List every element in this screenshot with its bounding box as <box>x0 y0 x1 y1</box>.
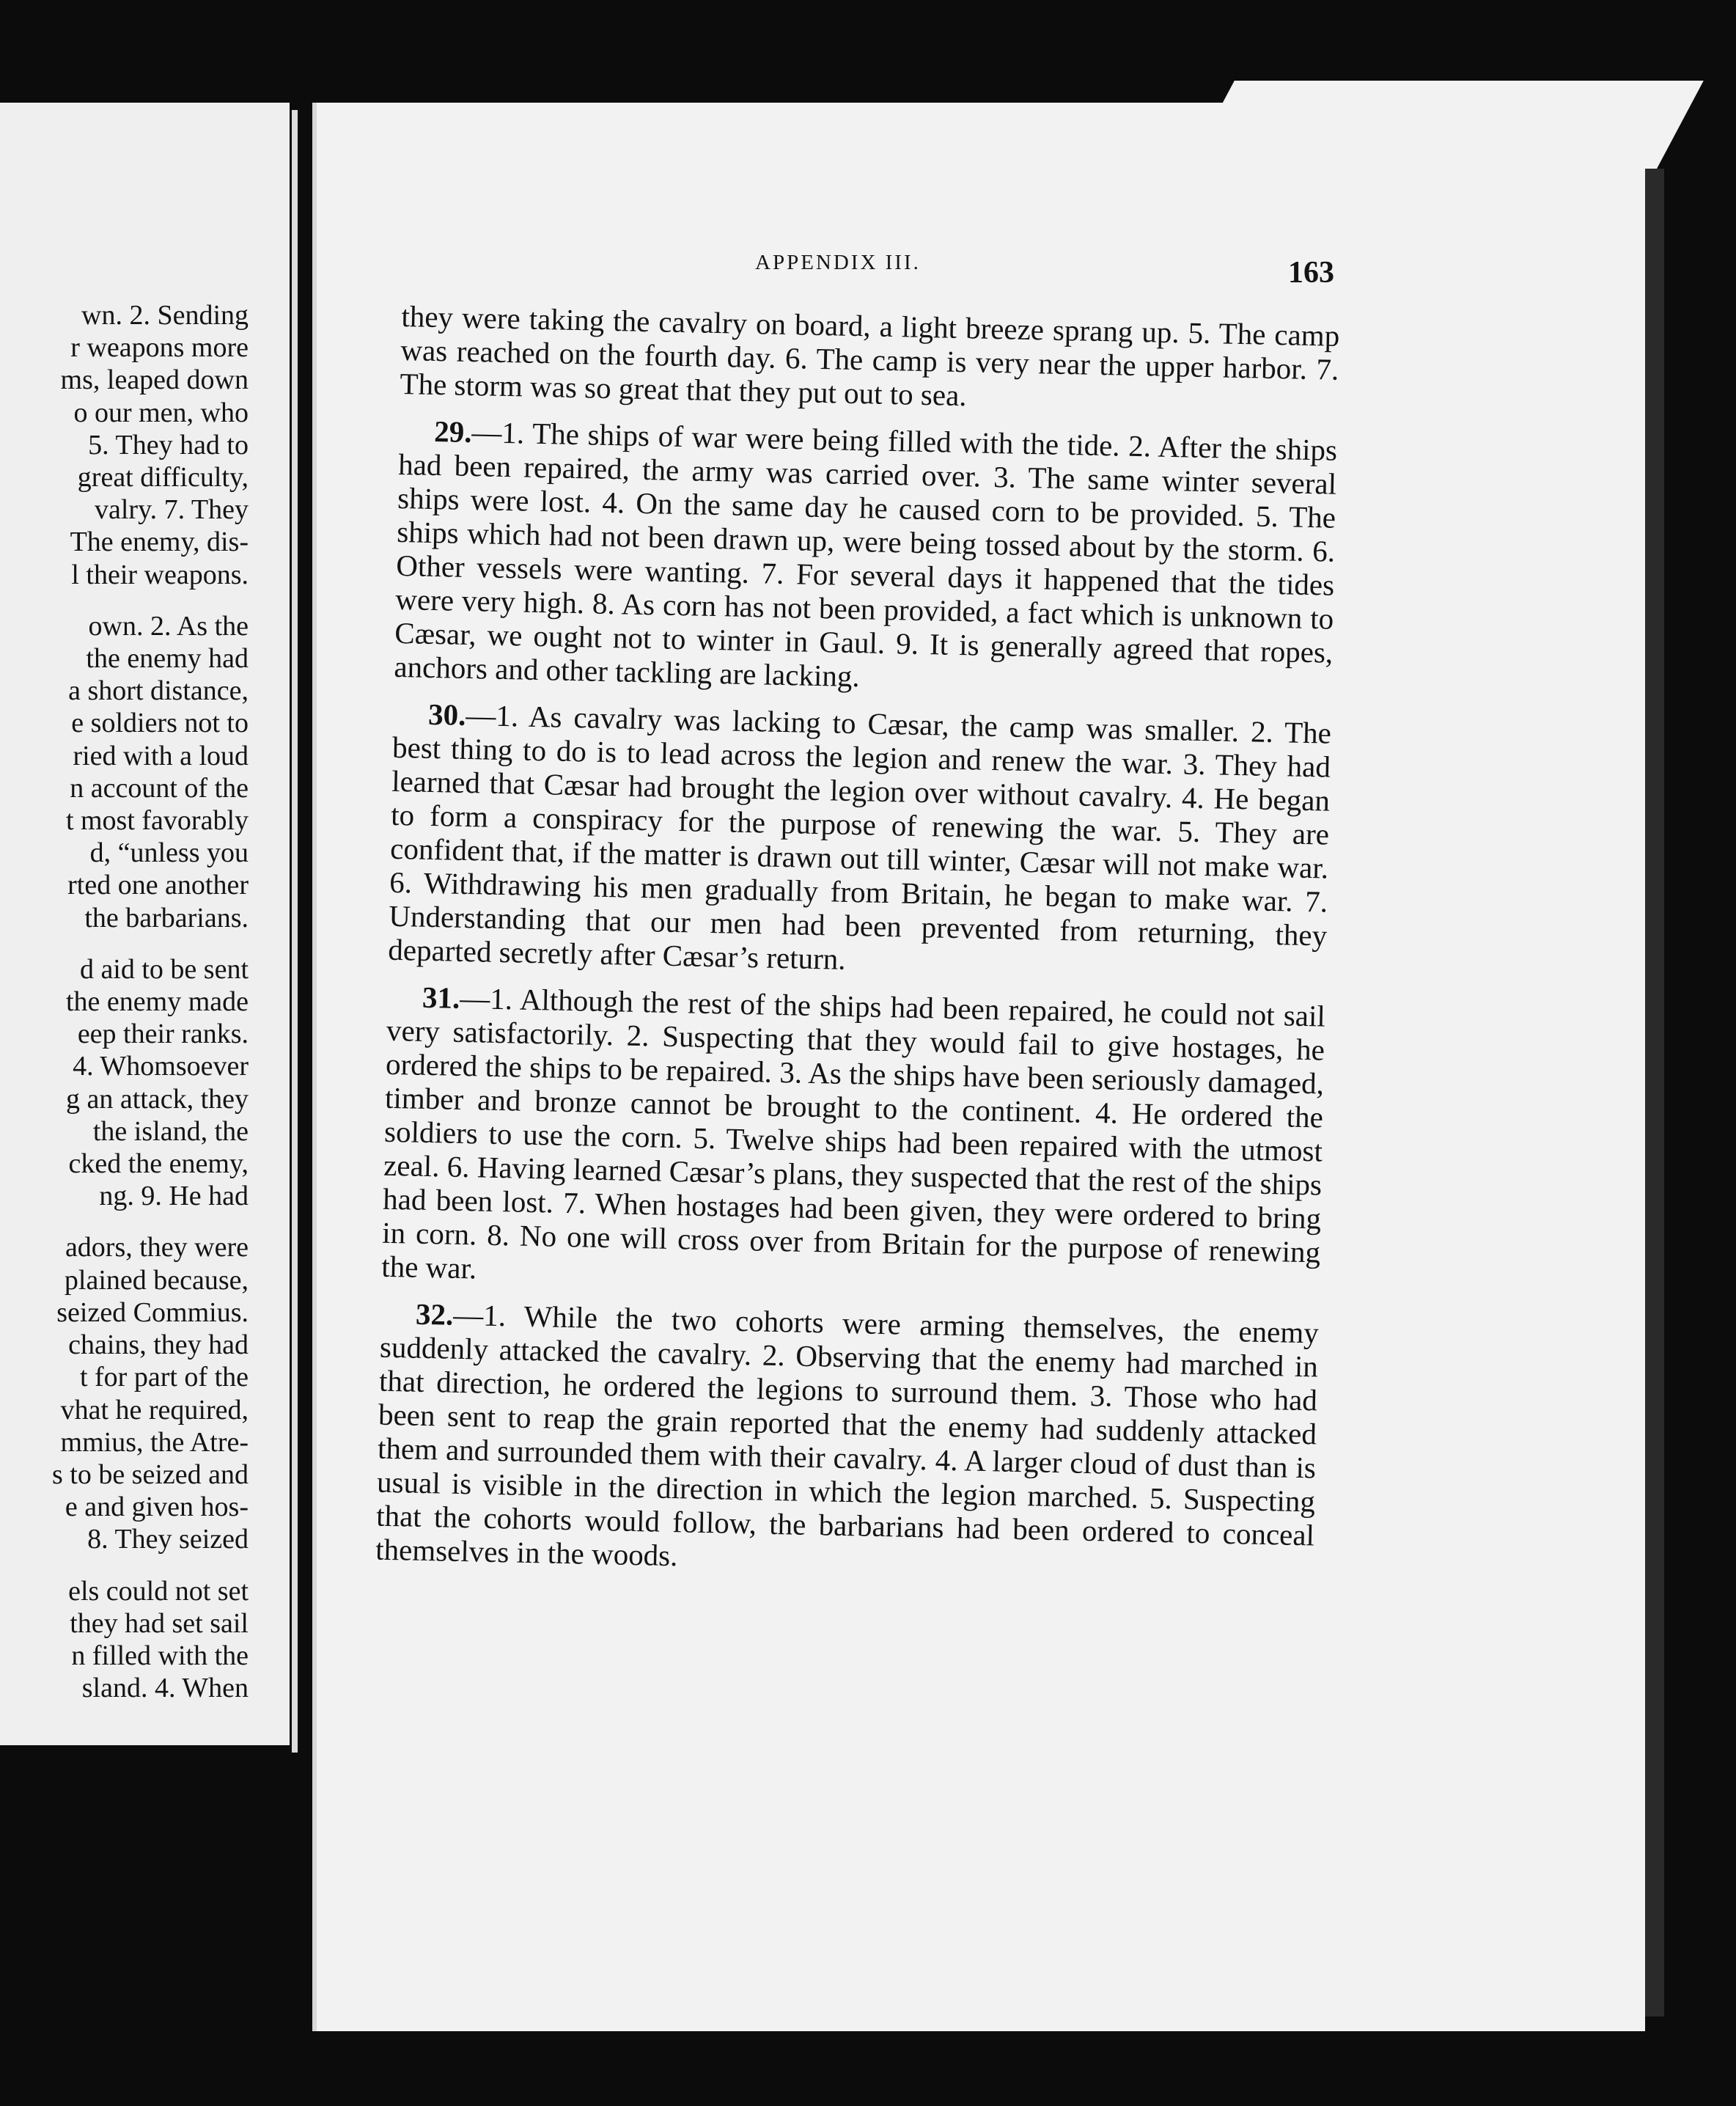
section-paragraph <box>375 1296 1319 1586</box>
left-page-line: els could not set <box>68 1575 249 1607</box>
section-paragraph <box>381 980 1325 1303</box>
left-page-line: valry. 7. They <box>94 494 249 526</box>
left-page-line: adors, they were <box>65 1232 249 1263</box>
left-page-line: 4. Whomsoever <box>73 1051 249 1082</box>
left-page-line: s to be seized and <box>51 1459 249 1490</box>
left-page-line: they had set sail <box>70 1607 249 1639</box>
left-page-line: d, “unless you <box>89 837 249 869</box>
left-page-line: the barbarians. <box>84 902 249 933</box>
section-paragraph <box>388 697 1331 986</box>
left-page-line: d aid to be sent <box>79 953 249 985</box>
section-paragraph <box>394 414 1337 703</box>
left-facing-page <box>0 103 290 1745</box>
left-page-line: plained because, <box>64 1264 249 1296</box>
continued-paragraph <box>400 299 1340 420</box>
section-number: 32. <box>415 1296 454 1332</box>
page-number: 163 <box>1288 256 1334 290</box>
left-page-line: n account of the <box>70 772 249 804</box>
paragraph-text: —1. While the two cohorts were arming themselves, the enemy suddenly attacked the cavalry. 2. Observing that the enemy had marched in that direction, he ordered the legions to surround them. 3. Those who had been sent to reap the grain reported that the enemy had suddenly attacked them and surrounded them with their cavalry. 4. A larger cloud of dust than is usual is visible in the direction in which the legion marched. 5. Suspecting that the cohorts would follow, the barbarians had been ordered to conceal themselves in the woods. <box>375 1297 1320 1573</box>
left-page-line: cked the enemy, <box>68 1148 249 1180</box>
left-page-line: eep their ranks. <box>77 1019 249 1050</box>
page-edge-shadow <box>1645 169 1664 2017</box>
paragraph-gap <box>0 591 249 610</box>
left-page-line: the enemy made <box>65 986 249 1018</box>
left-page-line: rted one another <box>67 870 249 901</box>
left-page-line: t most favorably <box>65 805 249 837</box>
left-page-line: t for part of the <box>79 1362 249 1393</box>
gutter-strip <box>292 110 298 1753</box>
paragraph-gap <box>0 934 249 953</box>
left-page-line: great difficulty, <box>77 462 249 494</box>
paragraph-gap <box>0 1556 249 1575</box>
left-page-line: o our men, who <box>73 397 249 428</box>
left-page-line: sland. 4. When <box>81 1673 249 1704</box>
left-page-line: a short distance, <box>68 675 249 707</box>
left-page-text <box>0 299 249 1704</box>
paragraph-text: they were taking the cavalry on board, a light breeze sprang up. 5. The camp was reached on the fourth day. 6. The camp is very near the upper harbor. 7. The storm was so great that they put out to sea. <box>400 299 1340 413</box>
left-page-line: g an attack, they <box>65 1083 249 1115</box>
left-page-line: The enemy, dis- <box>70 526 249 558</box>
left-page-line: 5. They had to <box>88 429 249 461</box>
left-page-line: l their weapons. <box>71 559 249 590</box>
paragraph-gap <box>0 1212 249 1231</box>
section-number: 30. <box>427 697 466 732</box>
paragraph-text: —1. The ships of war were being filled with the tide. 2. After the ships had been repaired, the army was carried over. 3. The same winter several ships were lost. 4. On the same day he caused corn to be provided. 5. The ships which had not been drawn up, were being tossed about by the storm. 6. Other vessels were wanting. 7. For several days it happened that the tides were very high. 8. As corn has not been provided, a fact which is unknown to Cæsar, we ought not to winter in Gaul. 9. It is generally agreed that ropes, anchors and other tackling are lacking. <box>394 415 1338 694</box>
left-page-line: ried with a loud <box>73 740 249 771</box>
paragraph-text: —1. As cavalry was lacking to Cæsar, the camp was smaller. 2. The best thing to do is to lead across the legion and renew the war. 3. They had learned that Cæsar had brought the legion over without cavalry. 4. He began to form a conspiracy for the purpose of renewing the war. 5. They are confident that, if the matter is drawn out till winter, Cæsar will not make war. 6. Withdrawing his men gradually from Britain, he began to make war. 7. Understanding that our men had been prevented from returning, they departed secretly after Cæsar’s return. <box>387 697 1332 976</box>
page-body <box>375 299 1339 1599</box>
section-number: 31. <box>422 980 460 1015</box>
left-page-line: ms, leaped down <box>60 364 249 396</box>
left-page-line: r weapons more <box>70 332 249 364</box>
left-page-line: mmius, the Atre- <box>60 1426 249 1458</box>
left-page-line: 8. They seized <box>87 1524 249 1555</box>
section-number: 29. <box>433 414 472 450</box>
left-page-line: n filled with the <box>71 1640 249 1671</box>
paragraph-text: —1. Although the rest of the ships had been repaired, he could not sail very satisfactorily. 2. Suspecting that they would fail to give hostages, he ordered the ships to be repaired. 3. As the ships have been seriously damaged, timber and bronze cannot be brought to the continent. 4. He ordered the soldiers to use the corn. 5. Twelve ships had been repaired with the utmost zeal. 6. Having learned Cæsar’s plans, they suspected that the rest of the ships had been lost. 7. When hostages had been given, they were ordered to bring in corn. 8. No one will cross over from Britain for the purpose of renewing the war. <box>380 980 1326 1285</box>
left-page-line: seized Commius. <box>56 1296 249 1328</box>
left-page-line: wn. 2. Sending <box>81 300 249 331</box>
left-page-line: the island, the <box>92 1115 249 1147</box>
running-head: APPENDIX III. <box>755 251 921 274</box>
left-page-line: the enemy had <box>86 643 249 675</box>
left-page-line: ng. 9. He had <box>99 1181 249 1212</box>
left-page-line: own. 2. As the <box>88 610 249 642</box>
left-page-line: e soldiers not to <box>71 708 249 739</box>
left-page-line: chains, they had <box>68 1329 249 1361</box>
left-page-line: e and given hos- <box>65 1492 249 1523</box>
left-page-line: vhat he required, <box>60 1394 249 1426</box>
